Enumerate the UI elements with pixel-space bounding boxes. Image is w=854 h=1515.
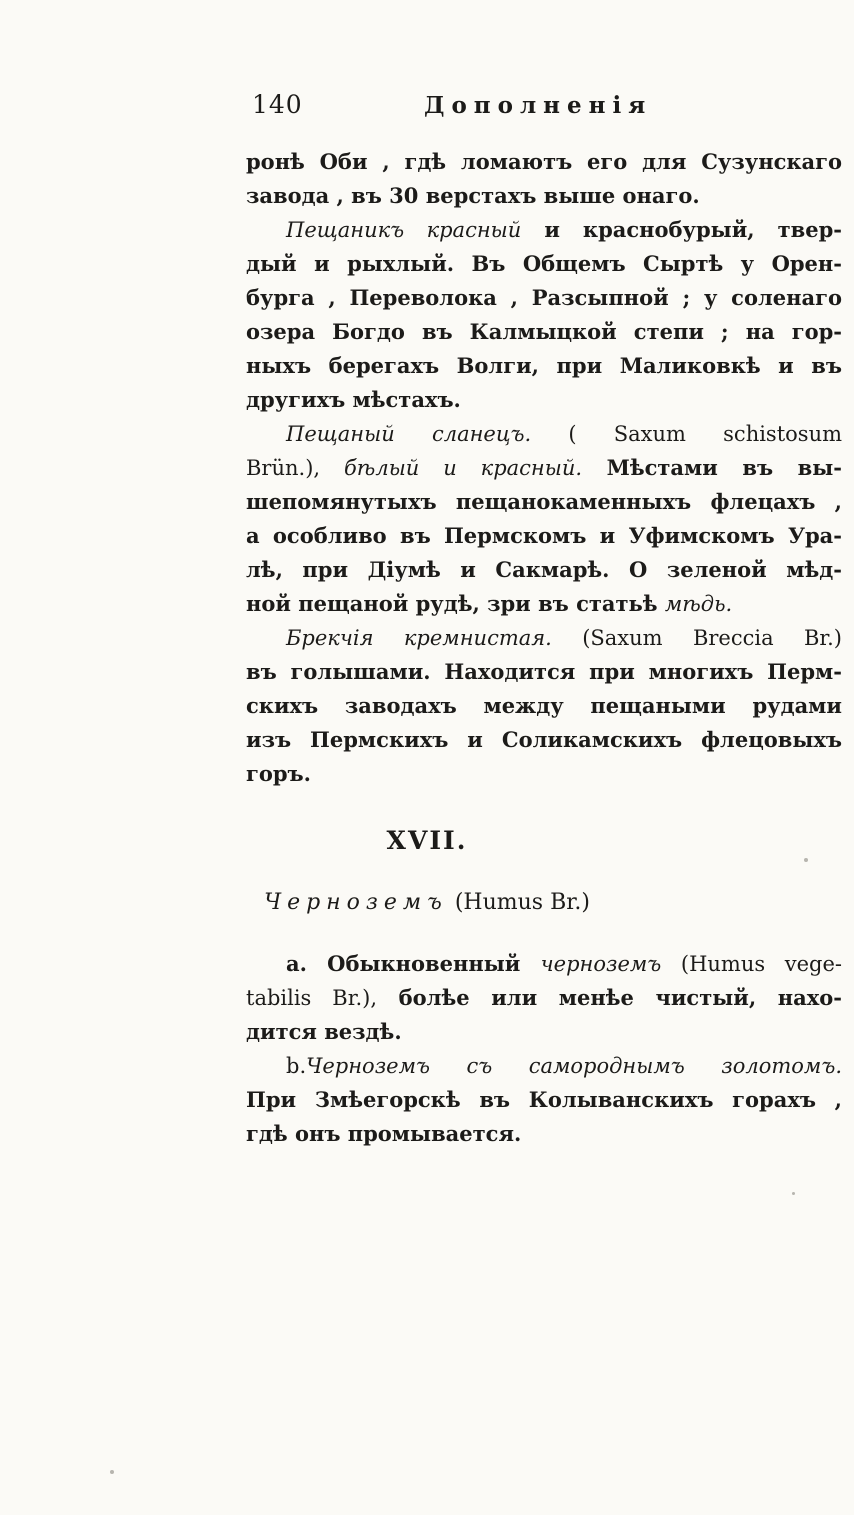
text-block-top xyxy=(246,145,842,791)
text-line: дый и рыхлый. Въ Общемъ Сыртѣ у Орен- xyxy=(246,251,842,276)
text-line: а особливо въ Пермскомъ и Уфимскомъ Ура- xyxy=(246,523,842,548)
text-line: изъ Пермскихъ и Соликамскихъ флецовыхъ xyxy=(246,727,842,752)
line-text: и краснобурый, твер- xyxy=(521,217,842,242)
term-italic: мѣдь. xyxy=(664,592,733,616)
text-line xyxy=(246,417,842,451)
line-text: ной пещаной рудѣ, зри въ статьѣ xyxy=(246,591,665,616)
term-italic: бѣлый и красный. xyxy=(320,456,583,480)
text-line: въ голышами. Находится при многихъ Перм- xyxy=(246,659,842,684)
text-line xyxy=(246,451,842,485)
text-line: скихъ заводахъ между пещаными рудами xyxy=(246,693,842,718)
paper-speck xyxy=(792,1192,795,1195)
section-title-text: Черноземъ xyxy=(264,890,448,915)
page-header xyxy=(0,86,854,130)
text-line: При Змѣегорскѣ въ Колыванскихъ горахъ , xyxy=(246,1087,842,1112)
text-line: завода , въ 30 верстахъ выше онаго. xyxy=(246,183,700,208)
text-block-bottom xyxy=(246,947,842,1151)
text-line: озера Богдо въ Калмыцкой степи ; на гор- xyxy=(246,319,842,344)
section-numeral: XVII. xyxy=(386,826,468,855)
paper-speck xyxy=(110,1470,114,1474)
text-line: шепомянутыхъ пещанокаменныхъ флецахъ , xyxy=(246,489,842,514)
text-line xyxy=(246,981,842,1015)
latin-name: ( Saxum schistosum xyxy=(531,422,842,446)
section-title xyxy=(0,890,854,915)
running-head: Дополненія xyxy=(424,92,653,119)
text-line xyxy=(246,947,842,981)
line-text: болѣе или менѣе чистый, нахо- xyxy=(377,985,842,1010)
term-italic: Черноземъ съ самороднымъ золотомъ. xyxy=(306,1054,842,1078)
text-line: дится вездѣ. xyxy=(246,1019,402,1044)
text-line xyxy=(246,587,842,621)
line-text: a. Обыкновенный xyxy=(286,951,541,976)
text-line xyxy=(246,621,842,655)
text-line: горъ. xyxy=(246,761,311,786)
text-line: другихъ мѣстахъ. xyxy=(246,387,461,412)
term-italic: Пещаникъ красный xyxy=(286,218,522,242)
paper-speck xyxy=(804,858,808,862)
text-line xyxy=(246,213,842,247)
text-line: ныхъ берегахъ Волги, при Маликовкѣ и въ xyxy=(246,353,842,378)
page-number: 140 xyxy=(252,90,303,119)
text-line: бурга , Переволока , Разсыпной ; у соленаго xyxy=(246,285,842,310)
term-italic: черноземъ xyxy=(540,952,662,976)
latin-name: (Humus vege- xyxy=(661,952,842,976)
line-text: Мѣстами въ вы- xyxy=(582,455,842,480)
latin-name: tabilis Br.), xyxy=(246,986,378,1010)
latin-name: (Saxum Breccia Br.) xyxy=(551,626,842,650)
section-title-latin: (Humus Br.) xyxy=(454,890,590,915)
text-line: ронѣ Оби , гдѣ ломаютъ его для Сузунскаго xyxy=(246,149,842,174)
term-italic: Брекчія кремнистая. xyxy=(286,626,552,650)
line-text: b. xyxy=(286,1054,307,1078)
text-line: лѣ, при Діумѣ и Сакмарѣ. О зеленой мѣд- xyxy=(246,557,842,582)
latin-name: Brün.), xyxy=(246,456,321,480)
term-italic: Пещаный сланецъ. xyxy=(286,422,532,446)
text-line: гдѣ онъ промывается. xyxy=(246,1121,522,1146)
text-line xyxy=(246,1049,842,1083)
